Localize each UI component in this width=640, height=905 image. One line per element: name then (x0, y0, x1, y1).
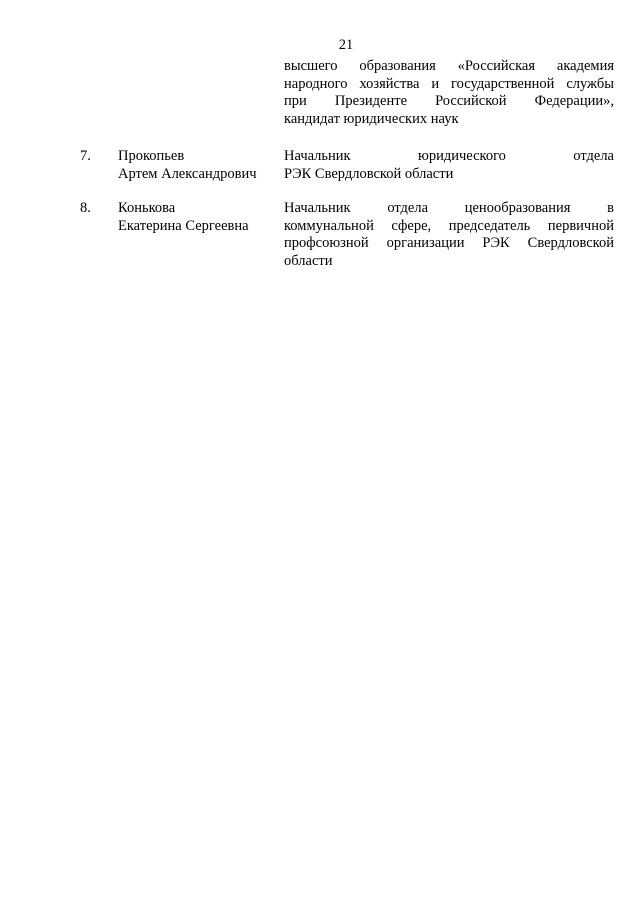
entry-position (284, 148, 614, 183)
entry-surname: Конькова (118, 200, 176, 216)
entry-number: 8. (80, 200, 91, 216)
position-line: профсоюзной организации РЭК Свердловской (284, 235, 614, 251)
continuation-text (284, 58, 614, 128)
position-line: Начальник отдела ценообразования в (284, 200, 614, 216)
position-line: РЭК Свердловской области (284, 165, 454, 182)
entry-number: 7. (80, 148, 91, 164)
position-line: Начальник юридического отдела (284, 148, 614, 164)
entry-given-names: Екатерина Сергеевна (118, 217, 249, 234)
position-line: коммунальной сфере, председатель первичной (284, 217, 614, 234)
entry-given-names: Артем Александрович (118, 165, 257, 182)
entry-name (118, 148, 278, 183)
entry-surname: Прокопьев (118, 148, 185, 164)
position-line: области (284, 252, 333, 269)
entry-position (284, 200, 614, 270)
page-number: 21 (338, 37, 354, 53)
continuation-line: при Президенте Российской Федерации», (284, 93, 614, 109)
entry-name (118, 200, 278, 235)
continuation-line: кандидат юридических наук (284, 110, 459, 127)
continuation-line: народного хозяйства и государственной службы (284, 75, 614, 92)
continuation-line: высшего образования «Российская академия (284, 58, 614, 74)
